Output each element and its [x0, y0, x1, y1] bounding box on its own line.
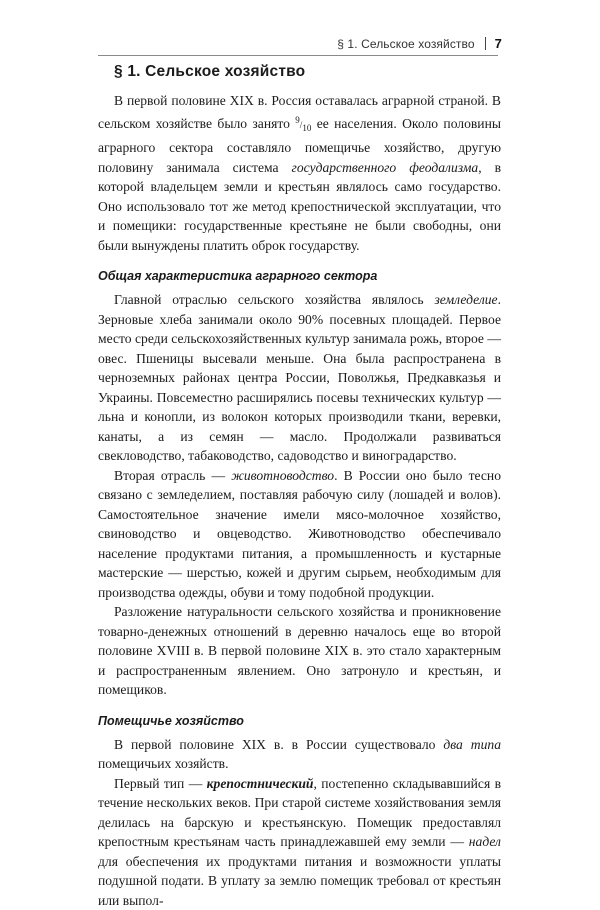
allotment-term: надел	[469, 834, 501, 849]
subheading-agrarian: Общая характеристика аграрного сектора	[98, 269, 501, 283]
paragraph-farming	[98, 290, 501, 466]
intro-paragraph	[98, 91, 501, 255]
paragraph-first-type	[98, 774, 501, 910]
running-head-section: § 1. Сельское хозяйство	[337, 37, 474, 51]
header-rule	[98, 55, 498, 56]
running-head-separator	[485, 37, 486, 50]
types-term: два типа	[443, 737, 501, 752]
first-type-term: крепостнический	[207, 776, 314, 791]
first-type-text-2: , постепенно складывавшийся в течение нескольких веков. При старой системе хозяйствования земля делилась на барскую и крестьянскую. Помещик предоставлял крепостным крестьянам часть принадлежавшей ему земли —	[98, 776, 501, 850]
livestock-text-1: Вторая отрасль —	[114, 468, 231, 483]
paragraph-livestock	[98, 466, 501, 603]
types-text-2: помещичьих хозяйств.	[98, 756, 228, 771]
first-type-text-1: Первый тип —	[114, 776, 207, 791]
intro-term: государственного феодализма	[292, 160, 479, 175]
running-head	[337, 36, 502, 51]
livestock-term: животноводство	[231, 468, 334, 483]
farming-term: земледелие	[434, 292, 497, 307]
types-text-1: В первой половине XIX в. в России существовало	[114, 737, 443, 752]
paragraph-two-types	[98, 735, 501, 774]
first-type-text-3: для обеспечения их продуктами питания и возможности уплаты подушной подати. В уплату за землю помещик требовал от крестьян или выпол-	[98, 854, 501, 908]
intro-text-3: , в которой владельцем земли и крестьян являлось само государство. Оно использовало тот же метод крепостнической эксплуатации, что и помещики: государственные крестьяне не были свободны, они были вынуждены платить оброк государству.	[98, 160, 501, 253]
section-title: § 1. Сельское хозяйство	[114, 63, 501, 81]
farming-text-2: . Зерновые хлеба занимали около 90% посевных площадей. Первое место среди сельскохозяйственных культур занимала рожь, второе — овес. Пшеницы высевали меньше. Она была распространена в черноземных районах центра России, Поволжья, Предкавказья и Украины. Повсеместно расширялись посевы технических культур — льна и конопли, из волокон которых производили ткани, веревки, канаты, а из семян — масло. Продолжали развиваться свекловодство, табаководство, садоводство и виноградарство.	[98, 292, 501, 463]
subheading-landlord: Помещичье хозяйство	[98, 714, 501, 728]
fraction-numerator: 9	[295, 115, 300, 125]
intro-text-1: В первой половине XIX в. Россия оставалась аграрной страной. В сельском хозяйстве было занято	[98, 93, 501, 131]
intro-text-2: ее населения. Около половины аграрного сектора составляло помещичье хозяйство, другую половину занимала система	[98, 116, 501, 175]
paragraph-commodity: Разложение натуральности сельского хозяйства и проникновение товарно-денежных отношений в деревню началось еще во второй половине XVIII в. В первой половине XIX в. это стало характерным и распространенным явлением. Оно затронуло и крестьян, и помещиков.	[98, 602, 501, 700]
page-content	[98, 63, 501, 910]
livestock-text-2: . В России оно было тесно связано с земледелием, поставляя рабочую силу (лошадей и волов). Самостоятельное значение имели мясо-молочное хозяйство, свиноводство и овцеводство. Животноводство обеспечивало население продуктами питания, а промышленность и кустарные мастерские — шерстью, кожей и другим сырьем, необходимым для производства одежды, обуви и тому подобной продукции.	[98, 468, 501, 600]
fraction: 9/10	[295, 120, 311, 130]
farming-text-1: Главной отраслью сельского хозяйства являлось	[114, 292, 434, 307]
page-number: 7	[495, 36, 502, 51]
fraction-denominator: 10	[302, 123, 311, 133]
